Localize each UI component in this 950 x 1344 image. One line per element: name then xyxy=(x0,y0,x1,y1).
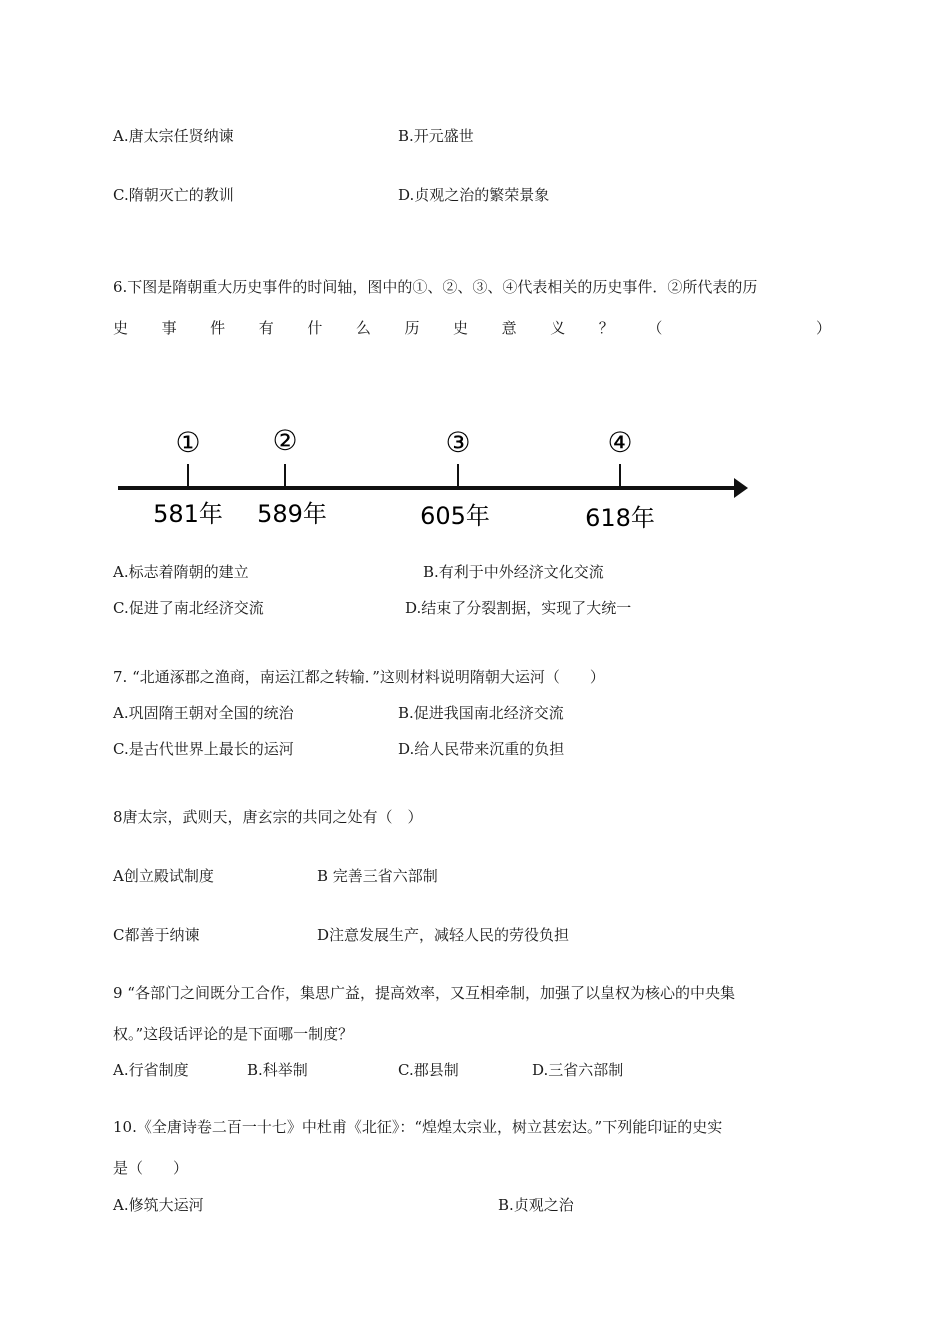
q6-char: （ xyxy=(647,319,663,337)
q6-char: 史 xyxy=(453,319,469,337)
q10-option-a: A.修筑大运河 xyxy=(113,1196,204,1214)
q10-stem-line2: 是（ ） xyxy=(113,1159,189,1177)
q6-char: 件 xyxy=(210,319,226,337)
q7-option-a: A.巩固隋王朝对全国的统治 xyxy=(113,704,294,722)
q9-option-b: B.科举制 xyxy=(247,1061,308,1079)
q6-char: 事 xyxy=(161,319,177,337)
event-marker-4: ④ xyxy=(607,426,633,459)
q6-char: ？ xyxy=(598,319,614,337)
timeline-figure xyxy=(110,418,760,538)
q5-option-c: C.隋朝灭亡的教训 xyxy=(113,186,234,204)
q8-option-b: B 完善三省六部制 xyxy=(317,867,438,885)
q6-char: ） xyxy=(815,319,831,337)
q6-option-c: C.促进了南北经济交流 xyxy=(113,599,264,617)
q9-option-d: D.三省六部制 xyxy=(532,1061,624,1079)
event-marker-1: ① xyxy=(175,426,201,459)
q6-char: 么 xyxy=(355,319,371,337)
q6-stem-line2 xyxy=(113,318,831,338)
event-marker-3: ③ xyxy=(445,426,471,459)
q10-stem-line1: 10.《全唐诗卷二百一十七》中杜甫《北征》：“煌煌太宗业，树立甚宏达。”下列能印证的史实 xyxy=(113,1118,723,1136)
q6-option-b: B.有利于中外经济文化交流 xyxy=(423,563,604,581)
q8-option-d: D注意发展生产，减轻人民的劳役负担 xyxy=(317,926,570,944)
q8-option-a: A创立殿试制度 xyxy=(113,867,214,885)
q6-char: 义 xyxy=(550,319,566,337)
timeline-event-2 xyxy=(257,424,327,528)
q9-option-c: C.郡县制 xyxy=(398,1061,459,1079)
event-marker-2: ② xyxy=(272,424,298,457)
timeline-arrowhead xyxy=(734,478,748,498)
q5-option-b: B.开元盛世 xyxy=(398,127,474,145)
timeline-event-1 xyxy=(153,426,223,528)
q7-stem: 7. “北通涿郡之渔商，南运江都之转输．”这则材料说明隋朝大运河（ ） xyxy=(113,668,605,686)
q5-option-a: A.唐太宗任贤纳谏 xyxy=(113,127,234,145)
q6-char: 历 xyxy=(404,319,420,337)
event-year-4: 618年 xyxy=(585,504,655,532)
q6-char: 史 xyxy=(113,319,129,337)
q6-option-d: D.结束了分裂割据，实现了大统一 xyxy=(405,599,632,617)
q7-option-d: D.给人民带来沉重的负担 xyxy=(398,740,565,758)
q6-option-a: A.标志着隋朝的建立 xyxy=(113,563,249,581)
q6-char: 什 xyxy=(307,319,323,337)
q10-option-b: B.贞观之治 xyxy=(498,1196,574,1214)
q8-option-c: C都善于纳谏 xyxy=(113,926,200,944)
event-year-1: 581年 xyxy=(153,500,223,528)
q9-stem-line1: 9 “各部门之间既分工合作，集思广益，提高效率，又互相牵制，加强了以皇权为核心的中央集 xyxy=(113,984,735,1002)
q9-stem-line2: 权。”这段话评论的是下面哪一制度？ xyxy=(113,1025,354,1043)
timeline-event-4 xyxy=(585,426,655,532)
q8-stem: 8唐太宗，武则天，唐玄宗的共同之处有（ ） xyxy=(113,808,423,826)
timeline-event-3 xyxy=(420,426,490,530)
q7-option-b: B.促进我国南北经济交流 xyxy=(398,704,564,722)
q9-option-a: A.行省制度 xyxy=(113,1061,189,1079)
q6-char: 意 xyxy=(501,319,517,337)
q6-char: 有 xyxy=(258,319,274,337)
event-year-2: 589年 xyxy=(257,500,327,528)
q7-option-c: C.是古代世界上最长的运河 xyxy=(113,740,294,758)
q5-option-d: D.贞观之治的繁荣景象 xyxy=(398,186,550,204)
q6-stem-line1: 6.下图是隋朝重大历史事件的时间轴，图中的①、②、③、④代表相关的历史事件．②所代表的历 xyxy=(113,278,758,296)
event-year-3: 605年 xyxy=(420,502,490,530)
